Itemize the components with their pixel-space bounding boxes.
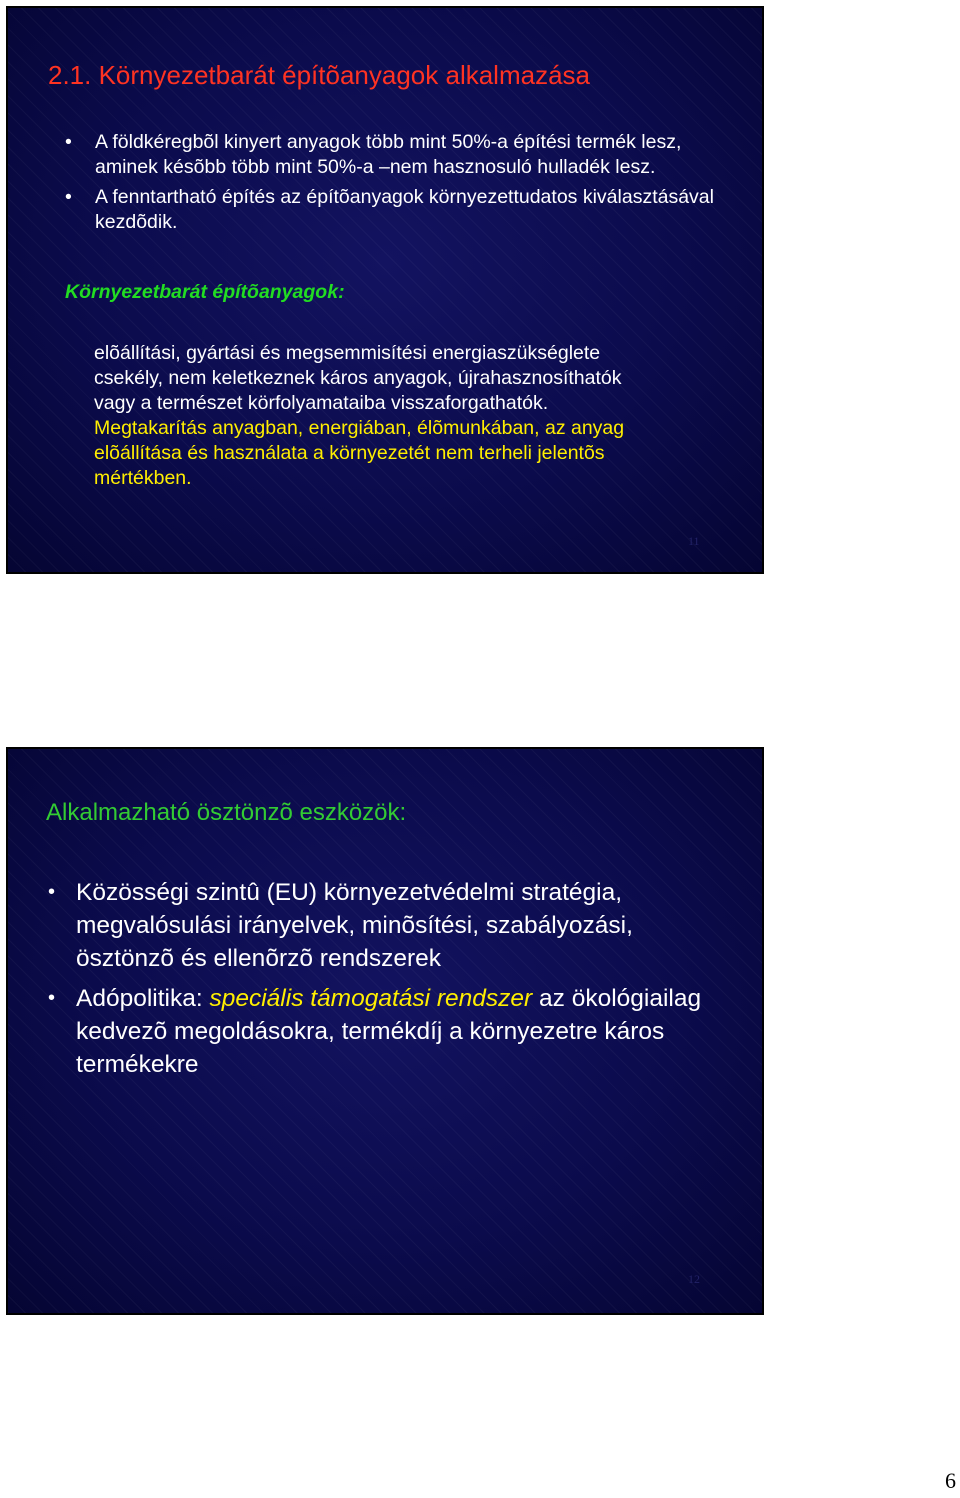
bullet-item [46, 982, 736, 1081]
bullet-text: Adópolitika: [76, 985, 210, 1012]
slide-2 [6, 747, 764, 1315]
bullet-highlight: speciális támogatási rendszer [209, 985, 533, 1012]
bullet-text: az ökológiailag kedvezõ megoldásokra, termékdíj a környezetre káros termékekre [76, 985, 702, 1078]
definition-paragraph [94, 341, 654, 491]
paragraph-text: elõállítási, gyártási és megsemmisítési energiaszükséglete csekély, nem keletkeznek káros anyagok, újrahasznosíthatók vagy a természet körfolyamataiba visszaforgathatók. [94, 342, 622, 414]
slide-title: 2.1. Környezetbarát építõanyagok alkalmazása [48, 60, 591, 90]
slide-page-number: 12 [688, 1272, 700, 1286]
slide-title: Alkalmazható ösztönzõ eszközök: [46, 799, 407, 826]
bullet-list [46, 876, 736, 1081]
bullet-item: • A fenntartható építés az építõanyagok környezettudatos kiválasztásával kezdõdik. [63, 185, 715, 235]
document-page-number: 6 [945, 1468, 956, 1493]
bullet-list [63, 130, 715, 235]
slide-page-number: 11 [688, 534, 700, 548]
subheading: Környezetbarát építõanyagok: [65, 281, 345, 303]
paragraph-highlight: Megtakarítás anyagban, energiában, élõmunkában, az anyag elõállítása és használata a környezetét nem terheli jelentõs mértékben. [94, 417, 625, 489]
slide-1 [6, 6, 764, 574]
bullet-item: • A földkéregbõl kinyert anyagok több mint 50%-a építési termék lesz, aminek késõbb több mint 50%-a –nem hasznosuló hulladék lesz. [63, 130, 715, 180]
bullet-item: • Közösségi szintû (EU) környezetvédelmi stratégia, megvalósulási irányelvek, minõsítési, szabályozási, ösztönzõ és ellenõrzõ rendszerek [46, 876, 736, 975]
